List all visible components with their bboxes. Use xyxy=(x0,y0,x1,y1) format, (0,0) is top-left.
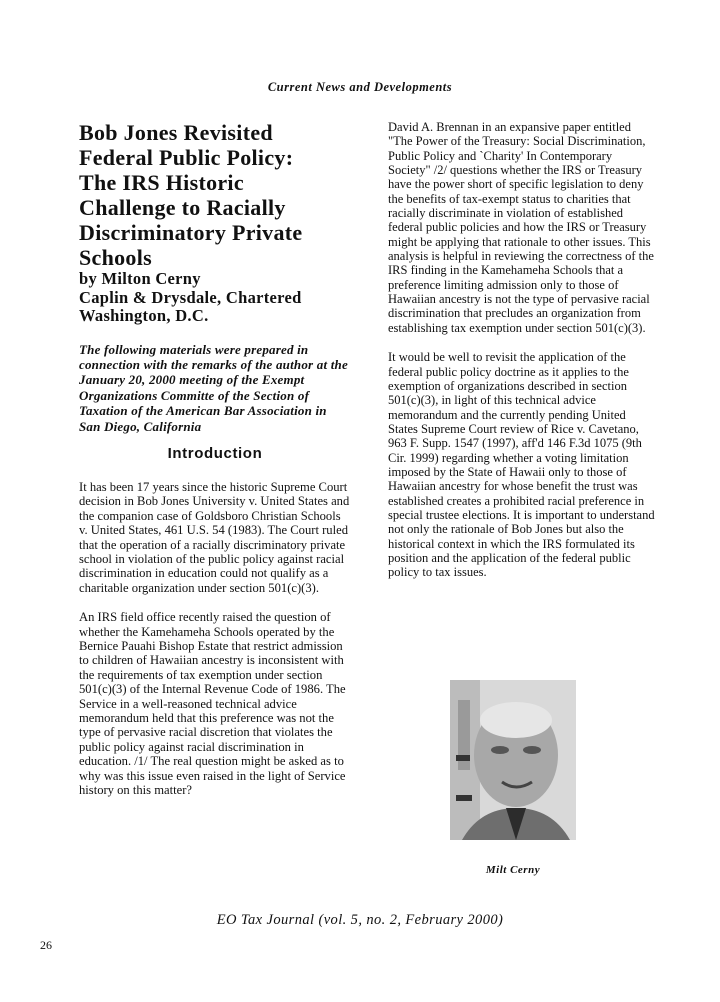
page-number: 26 xyxy=(40,938,52,952)
author-photo xyxy=(450,680,576,840)
title-line: Schools xyxy=(79,245,153,270)
body-paragraph: It has been 17 years since the historic Supreme Court decision in Bob Jones University v. United States and the companion case of Goldsboro Christian Schools v. United States, 461 U.S. 54 (1983). The Court ruled that the operation of a racially discriminatory private school in violation of the public policy against racial discrimination in education could not qualify as a charitable organization under section 501(c)(3). xyxy=(79,479,350,595)
byline-author: by Milton Cerny xyxy=(79,269,201,288)
title-line: Federal Public Policy: xyxy=(79,145,294,170)
intro-note: The following materials were prepared in connection with the remarks of the author at the January 20, 2000 meeting of the Exempt Organizations Committe of the Section of Taxation of the American Bar Association in San Diego, California xyxy=(79,341,348,434)
journal-footer: EO Tax Journal (vol. 5, no. 2, February 2000) xyxy=(216,912,504,928)
body-paragraph: It would be well to revisit the application of the federal public policy doctrine as it applies to the exemption of organizations described in section 501(c)(3), in light of this technical advice memorandum and the currently pending United States Supreme Court review of Rice v. Cavetano, 963 F. Supp. 1547 (1997), aff'd 146 F.3d 1075 (9th Cir. 1999) regarding whether a voting limitation imposed by the State of Hawaii only to those of Hawaiian ancestry for whose benefit the trust was established creates a prohibited racial preference in special trustee elections. It is important to understand not only the rationale of Bob Jones but also the historical context in which the IRS formulated its position and the application of the federal public policy to tax issues. xyxy=(388,350,655,580)
byline xyxy=(79,270,351,326)
body-paragraph: David A. Brennan in an expansive paper entitled "The Power of the Treasury: Social Discrimination, Public Policy and `Charity' In Contemporary Society" /2/ questions whether the IRS or Treasury have the power short of specific legislation to deny the benefits of tax-exempt status to charities that racially discriminate in violation of established federal public policies and how the IRS or Treasury might be applying that rationale to other issues. This analysis is helpful in reviewing the correctness of the IRS finding in the Kamehameha Schools that a preference limiting admission only to those of Hawaiian ancestry is not the type of pervasive racial discrimination that precludes an organization from establishing tax exemption under section 501(c)(3). xyxy=(388,120,654,335)
title-line: Discriminatory Private xyxy=(79,220,303,245)
section-heading: Introduction xyxy=(167,444,263,462)
author-portrait-image xyxy=(450,680,576,840)
title-line: The IRS Historic xyxy=(79,170,244,195)
article-title xyxy=(79,120,351,270)
title-line: Bob Jones Revisited xyxy=(79,120,273,145)
right-column xyxy=(388,120,656,595)
title-line: Challenge to Racially xyxy=(79,195,286,220)
left-column xyxy=(79,120,351,812)
photo-caption: Milt Cerny xyxy=(485,864,541,876)
running-header: Current News and Developments xyxy=(267,80,453,94)
byline-location: Washington, D.C. xyxy=(79,306,209,325)
body-paragraph: An IRS field office recently raised the question of whether the Kamehameha Schools operated by the Bernice Pauahi Bishop Estate that restrict admission to children of Hawaiian ancestry is inconsistent with the requirements of tax exemption under section 501(c)(3) of the Internal Revenue Code of 1986. The Service in a well-reasoned technical advice memorandum held that this preference was not the type of pervasive racial discretion that violates the public policy against racial discrimination in education. /1/ The real question might be asked as to why was this issue even raised in the light of Service history on this matter? xyxy=(79,610,346,798)
byline-firm: Caplin & Drysdale, Chartered xyxy=(79,287,302,307)
